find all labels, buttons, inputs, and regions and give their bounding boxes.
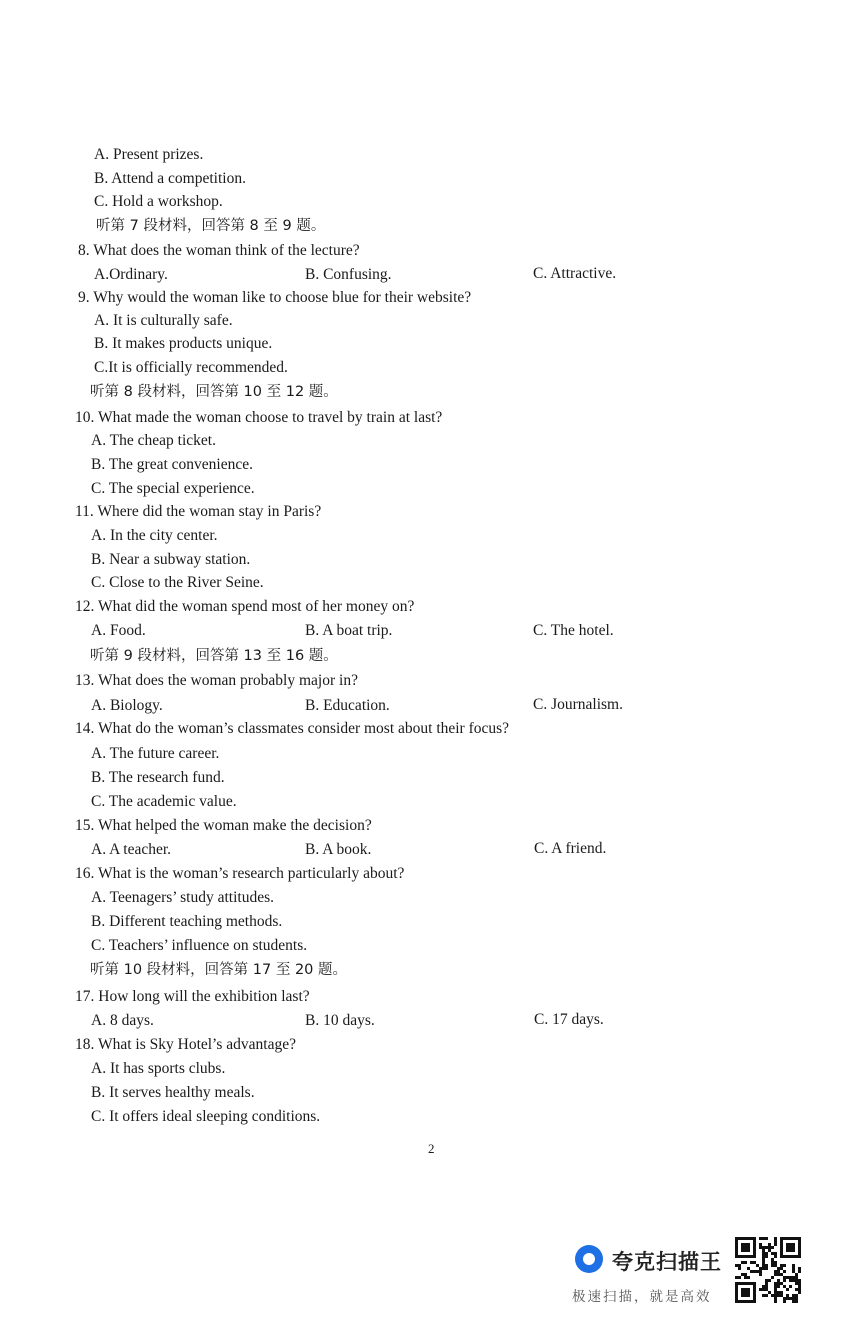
option-8c: C. Attractive. [533, 265, 617, 282]
question-17: 17. How long will the exhibition last? [75, 988, 310, 1005]
option-16b: B. Different teaching methods. [91, 913, 283, 930]
option-7b: B. Attend a competition. [94, 170, 246, 187]
option-11b: B. Near a subway station. [91, 551, 251, 568]
option-11c: C. Close to the River Seine. [91, 574, 264, 591]
option-9c: C.It is officially recommended. [94, 359, 288, 376]
option-18a: A. It has sports clubs. [91, 1060, 226, 1077]
option-7a: A. Present prizes. [94, 146, 204, 163]
option-12a: A. Food. [91, 622, 146, 639]
question-12: 12. What did the woman spend most of her money on? [75, 598, 415, 615]
option-13c: C. Journalism. [533, 696, 623, 713]
option-8a: A.Ordinary. [94, 266, 168, 283]
question-8: 8. What does the woman think of the lecture? [78, 242, 360, 259]
watermark-brand-name: 夸克扫描王 [612, 1250, 722, 1274]
option-13b: B. Education. [305, 697, 390, 714]
option-18c: C. It offers ideal sleeping conditions. [91, 1108, 321, 1125]
option-18b: B. It serves healthy meals. [91, 1084, 255, 1101]
section-instruction-10: 听第 10 段材料，回答第 17 至 20 题。 [90, 962, 348, 978]
qr-code-icon [735, 1237, 801, 1303]
option-16c: C. Teachers’ influence on students. [91, 937, 308, 954]
option-15b: B. A book. [305, 841, 372, 858]
option-14c: C. The academic value. [91, 793, 237, 810]
option-10a: A. The cheap ticket. [91, 432, 216, 449]
question-14: 14. What do the woman’s classmates consider most about their focus? [75, 720, 510, 737]
option-8b: B. Confusing. [305, 266, 392, 283]
option-13a: A. Biology. [91, 697, 163, 714]
question-9: 9. Why would the woman like to choose blue for their website? [78, 289, 472, 306]
option-14a: A. The future career. [91, 745, 220, 762]
question-16: 16. What is the woman’s research particularly about? [75, 865, 405, 882]
page-number: 2 [428, 1141, 435, 1156]
option-17b: B. 10 days. [305, 1012, 375, 1029]
section-instruction-8: 听第 8 段材料，回答第 10 至 12 题。 [90, 384, 338, 400]
scanner-watermark [572, 1238, 732, 1308]
option-10b: B. The great convenience. [91, 456, 253, 473]
option-11a: A. In the city center. [91, 527, 218, 544]
section-instruction-7: 听第 7 段材料，回答第 8 至 9 题。 [96, 218, 326, 234]
watermark-slogan: 极速扫描，就是高效 [572, 1289, 712, 1305]
option-12c: C. The hotel. [533, 622, 614, 639]
option-14b: B. The research fund. [91, 769, 225, 786]
option-17a: A. 8 days. [91, 1012, 154, 1029]
option-16a: A. Teenagers’ study attitudes. [91, 889, 275, 906]
option-9a: A. It is culturally safe. [94, 312, 233, 329]
section-instruction-9: 听第 9 段材料，回答第 13 至 16 题。 [90, 648, 338, 664]
quark-scan-logo-icon [575, 1245, 603, 1273]
option-15a: A. A teacher. [91, 841, 172, 858]
question-15: 15. What helped the woman make the decision? [75, 817, 372, 834]
option-7c: C. Hold a workshop. [94, 193, 223, 210]
option-17c: C. 17 days. [534, 1011, 604, 1028]
question-18: 18. What is Sky Hotel’s advantage? [75, 1036, 296, 1053]
option-10c: C. The special experience. [91, 480, 255, 497]
question-10: 10. What made the woman choose to travel by train at last? [75, 409, 443, 426]
option-15c: C. A friend. [534, 840, 607, 857]
option-9b: B. It makes products unique. [94, 335, 273, 352]
question-13: 13. What does the woman probably major in? [75, 672, 358, 689]
option-12b: B. A boat trip. [305, 622, 393, 639]
question-11: 11. Where did the woman stay in Paris? [75, 503, 322, 520]
